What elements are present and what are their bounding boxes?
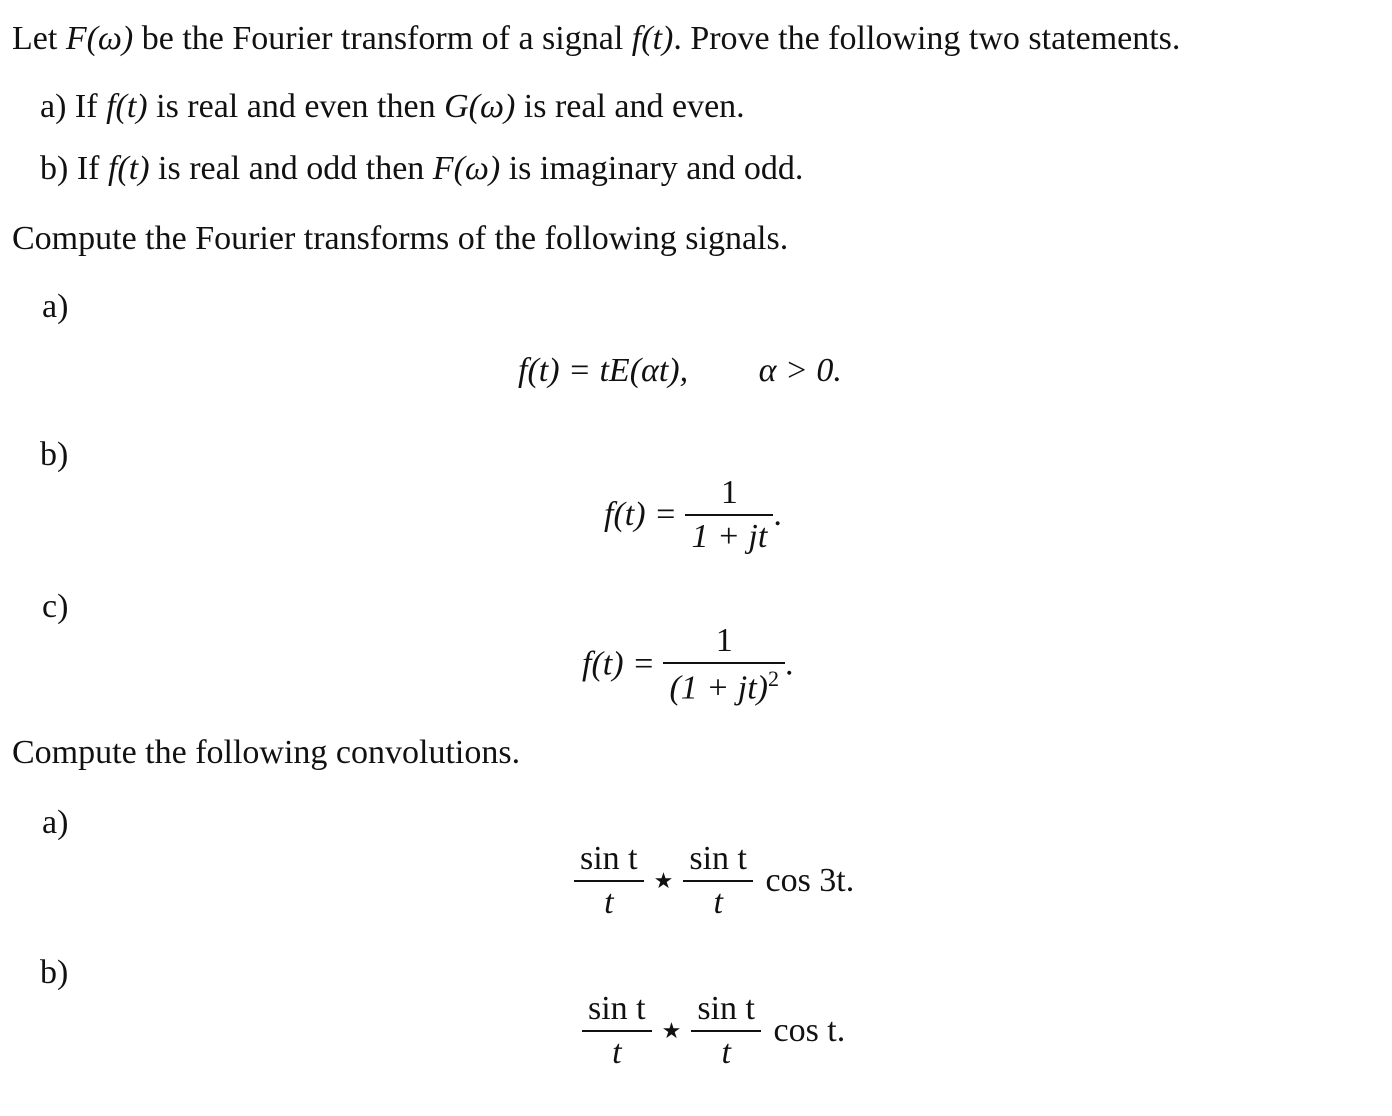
fourier-c-equation	[582, 624, 793, 705]
fourier-b-numerator: 1	[720, 474, 738, 511]
statement-a	[40, 90, 745, 124]
fourier-c-denominator	[663, 662, 784, 705]
convolution-a-fraction-2	[683, 842, 753, 920]
fourier-a-label: a)	[42, 288, 69, 325]
convolution-a-denominator-2: t	[683, 880, 753, 920]
fourier-b-label: b)	[40, 436, 69, 473]
convolution-b-numerator-1: sin t	[588, 990, 646, 1027]
statement-label: a)	[40, 88, 67, 125]
convolution-b-numerator-2: sin t	[697, 990, 755, 1027]
convolution-a-fraction-1	[574, 842, 644, 920]
convolution-b-fraction-1	[582, 992, 652, 1070]
convolution-a-equation	[574, 842, 854, 920]
intro-math-Fw: F(ω)	[65, 20, 134, 57]
convolution-b-tail: cos t.	[773, 1012, 846, 1049]
convolution-b-equation	[582, 992, 845, 1070]
intro-text-3: . Prove the following two statements.	[673, 20, 1181, 57]
fourier-a-condition: α > 0.	[758, 352, 842, 389]
convolution-a-label: a)	[42, 804, 69, 841]
statement-text: is real and even.	[523, 88, 745, 125]
statement-text: If	[74, 88, 98, 125]
fourier-c-lhs: f(t) =	[582, 645, 655, 683]
fourier-c-tail: .	[784, 645, 794, 683]
star-operator: ★	[653, 868, 674, 893]
statement-text: is real and even then	[156, 88, 436, 125]
statement-text: is imaginary and odd.	[508, 150, 804, 187]
fourier-b-tail: .	[773, 496, 782, 533]
convolution-a-numerator-2: sin t	[689, 840, 747, 877]
statement-text: is real and odd then	[158, 150, 425, 187]
fourier-c-denominator-base: (1 + jt)	[669, 669, 768, 707]
fourier-c-exponent: 2	[767, 666, 779, 691]
convolution-b-fraction-2	[691, 992, 761, 1070]
star-operator: ★	[661, 1018, 682, 1043]
fourier-b-denominator: 1 + jt	[685, 514, 773, 554]
statement-math: f(t)	[106, 88, 148, 125]
fourier-c-label: c)	[42, 588, 69, 625]
statement-text: If	[76, 150, 100, 187]
intro-text-2: be the Fourier transform of a signal	[141, 20, 624, 57]
fourier-heading: Compute the Fourier transforms of the following signals.	[12, 220, 789, 257]
fourier-c-numerator: 1	[715, 622, 733, 659]
fourier-c-fraction	[663, 624, 784, 705]
statement-math: F(ω)	[432, 150, 501, 187]
statement-math: G(ω)	[444, 88, 516, 125]
intro-text-1: Let	[12, 20, 58, 57]
convolutions-heading: Compute the following convolutions.	[12, 734, 521, 771]
statement-b	[40, 152, 803, 186]
fourier-a-lhs: f(t) = tE(αt),	[518, 352, 689, 389]
convolution-a-numerator-1: sin t	[580, 840, 638, 877]
convolution-b-label: b)	[40, 954, 69, 991]
fourier-b-lhs: f(t) =	[604, 496, 677, 533]
convolution-b-denominator-1: t	[582, 1030, 652, 1070]
convolution-a-tail: cos 3t.	[765, 862, 855, 899]
intro-paragraph	[12, 22, 1180, 56]
fourier-b-fraction	[685, 476, 773, 554]
fourier-a-equation	[518, 354, 842, 388]
convolution-a-denominator-1: t	[574, 880, 644, 920]
intro-math-ft: f(t)	[631, 20, 674, 57]
convolution-b-denominator-2: t	[691, 1030, 761, 1070]
statement-label: b)	[40, 150, 69, 187]
statement-math: f(t)	[107, 150, 150, 187]
fourier-b-equation	[604, 476, 782, 554]
